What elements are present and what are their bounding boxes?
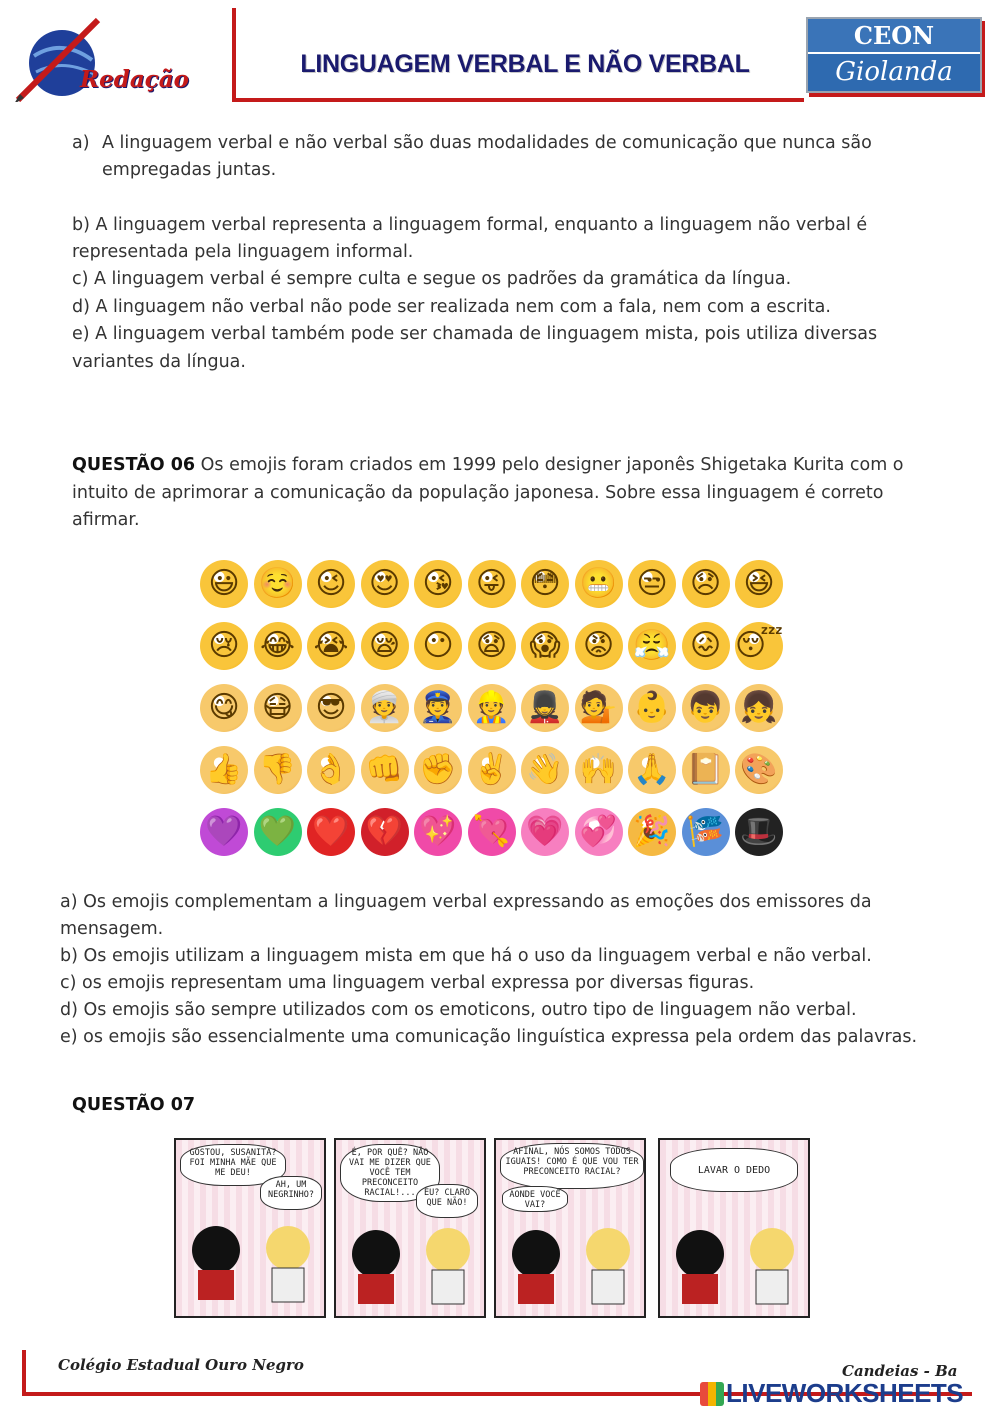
q6-statement-line1 — [72, 452, 904, 479]
emoji-icon: 😤 — [628, 622, 676, 670]
emoji-icon: 😘 — [414, 560, 462, 608]
emoji-icon: 🎩 — [735, 808, 783, 856]
emoji-icon: 👌 — [307, 746, 355, 794]
comic-characters-illustration — [660, 1220, 810, 1318]
comic-panel-3 — [494, 1138, 646, 1318]
q6-text: Os emojis foram criados em 1999 pelo designer japonês Shigetaka Kurita com o — [195, 455, 904, 475]
emoji-icon: 💜 — [200, 808, 248, 856]
emoji-icon: 👊 — [361, 746, 409, 794]
q6-statement-line3: afirmar. — [72, 510, 140, 530]
page-title: LINGUAGEM VERBAL E NÃO VERBAL — [300, 50, 750, 78]
emoji-icon: 😧 — [468, 622, 516, 670]
emoji-icon: 😷 — [254, 684, 302, 732]
emoji-icon: 👎 — [254, 746, 302, 794]
emoji-icon: 😞 — [682, 560, 730, 608]
q6-option-e: e) os emojis são essencialmente uma comunicação linguística expressa pela ordem das palavras. — [60, 1027, 918, 1047]
comic-characters-illustration — [336, 1220, 486, 1318]
emoji-icon: ☺️ — [254, 560, 302, 608]
q6-option-b: b) Os emojis utilizam a linguagem mista em que há o uso da linguagem verbal e não verbal. — [60, 946, 872, 966]
speech-bubble: AONDE VOCÊ VAI? — [502, 1186, 568, 1212]
q5-option-a-letter: a) — [72, 133, 90, 153]
emoji-icon: 😭 — [307, 622, 355, 670]
comic-characters-illustration — [496, 1220, 646, 1318]
emoji-icon: ✊ — [414, 746, 462, 794]
emoji-icon: 😖 — [682, 622, 730, 670]
emoji-icon: 👋 — [521, 746, 569, 794]
badge-bottom: Giolanda — [808, 54, 980, 91]
emoji-icon: 👍 — [200, 746, 248, 794]
emoji-icon: ❤️ — [307, 808, 355, 856]
emoji-icon: 😬 — [575, 560, 623, 608]
emoji-icon: 😃 — [200, 560, 248, 608]
emoji-icon: 👶 — [628, 684, 676, 732]
emoji-icon: 😂 — [254, 622, 302, 670]
emoji-icon: 👧 — [735, 684, 783, 732]
q5-option-b-line1: b) A linguagem verbal representa a linguagem formal, enquanto a linguagem não verbal é — [72, 215, 868, 235]
emoji-icon: 😴 — [735, 622, 783, 670]
comic-panel-2 — [334, 1138, 486, 1318]
comic-strip — [174, 1138, 810, 1320]
badge-top: CEON — [808, 19, 980, 52]
q6-option-a-line2: mensagem. — [60, 919, 164, 939]
emoji-icon: 💞 — [575, 808, 623, 856]
footer-school-name: Colégio Estadual Ouro Negro — [58, 1356, 304, 1374]
emoji-icon: 💘 — [468, 808, 516, 856]
comic-characters-illustration — [176, 1210, 326, 1318]
emoji-icon: 😪 — [361, 622, 409, 670]
q5-option-d: d) A linguagem não verbal não pode ser realizada nem com a fala, nem com a escrita. — [72, 297, 831, 317]
emoji-icon: 🎉 — [628, 808, 676, 856]
liveworksheets-logo-icon — [700, 1382, 724, 1406]
emoji-icon: 💚 — [254, 808, 302, 856]
emoji-icon: 😉 — [307, 560, 355, 608]
emoji-icon: 📔 — [682, 746, 730, 794]
emoji-icon: 😢 — [200, 622, 248, 670]
q6-option-c: c) os emojis representam uma linguagem verbal expressa por diversas figuras. — [60, 973, 755, 993]
school-badge — [806, 17, 982, 93]
emoji-icon: 💁 — [575, 684, 623, 732]
emoji-icon: 👮 — [414, 684, 462, 732]
emoji-icon: 💔 — [361, 808, 409, 856]
emoji-icon: 💖 — [414, 808, 462, 856]
emoji-icon: 😜 — [468, 560, 516, 608]
q5-option-e-line2: variantes da língua. — [72, 352, 246, 372]
emoji-icon: 😋 — [200, 684, 248, 732]
q6-option-d: d) Os emojis são sempre utilizados com os emoticons, outro tipo de linguagem não verbal. — [60, 1000, 857, 1020]
emoji-icon: 🙏 — [628, 746, 676, 794]
emoji-icon: 🙌 — [575, 746, 623, 794]
emoji-icon: 😍 — [361, 560, 409, 608]
emoji-icon: 🎏 — [682, 808, 730, 856]
emoji-icon: 😡 — [575, 622, 623, 670]
q5-option-b-line2: representada pela linguagem informal. — [72, 242, 414, 262]
footer-city: Candeias - Ba — [842, 1362, 958, 1380]
emoji-icon: 👦 — [682, 684, 730, 732]
emoji-icon: 😳 — [521, 560, 569, 608]
emoji-icon: ✌️ — [468, 746, 516, 794]
emoji-icon: 💂 — [521, 684, 569, 732]
speech-bubble: É, POR QUÊ? NÃO VAI ME DIZER QUE VOCÊ TEM PRECONCEITO RACIAL!... — [340, 1144, 440, 1202]
liveworksheets-watermark — [700, 1378, 963, 1409]
speech-bubble: AH, UM NEGRINHO? — [260, 1176, 322, 1210]
q5-option-a-line2: empregadas juntas. — [102, 160, 277, 180]
speech-bubble: GOSTOU, SUSANITA? FOI MINHA MÃE QUE ME DEU! — [180, 1144, 286, 1186]
speech-bubble: LAVAR O DEDO — [670, 1148, 798, 1192]
emoji-icon: 🎨 — [735, 746, 783, 794]
emoji-icon: 👳 — [361, 684, 409, 732]
emoji-icon: 😒 — [628, 560, 676, 608]
emoji-grid — [200, 560, 790, 865]
q5-option-c: c) A linguagem verbal é sempre culta e segue os padrões da gramática da língua. — [72, 269, 792, 289]
q5-option-a-line1: A linguagem verbal e não verbal são duas modalidades de comunicação que nunca são — [102, 133, 872, 153]
emoji-icon: 💗 — [521, 808, 569, 856]
footer-divider-vertical — [22, 1350, 26, 1395]
speech-bubble: EU? CLARO QUE NÃO! — [416, 1184, 478, 1218]
emoji-icon: 😶 — [414, 622, 462, 670]
comic-panel-1 — [174, 1138, 326, 1318]
header-divider — [232, 98, 804, 102]
q6-statement-line2: intuito de aprimorar a comunicação da população japonesa. Sobre essa linguagem é correto — [72, 483, 884, 503]
watermark-text: LIVEWORKSHEETS — [726, 1378, 964, 1408]
speech-bubble: AFINAL, NÓS SOMOS TODOS IGUAIS! COMO É QUE VOU TER PRECONCEITO RACIAL? — [500, 1143, 644, 1189]
q7-label: QUESTÃO 07 — [72, 1095, 196, 1115]
emoji-icon: 😱 — [521, 622, 569, 670]
logo-text: Redação — [80, 66, 189, 93]
emoji-icon: 👷 — [468, 684, 516, 732]
q6-option-a-line1: a) Os emojis complementam a linguagem verbal expressando as emoções dos emissores da — [60, 892, 872, 912]
q5-option-e-line1: e) A linguagem verbal também pode ser chamada de linguagem mista, pois utiliza diversas — [72, 324, 878, 344]
emoji-icon: 😆 — [735, 560, 783, 608]
q6-label: QUESTÃO 06 — [72, 455, 196, 475]
emoji-icon: 😎 — [307, 684, 355, 732]
comic-panel-4 — [658, 1138, 810, 1318]
